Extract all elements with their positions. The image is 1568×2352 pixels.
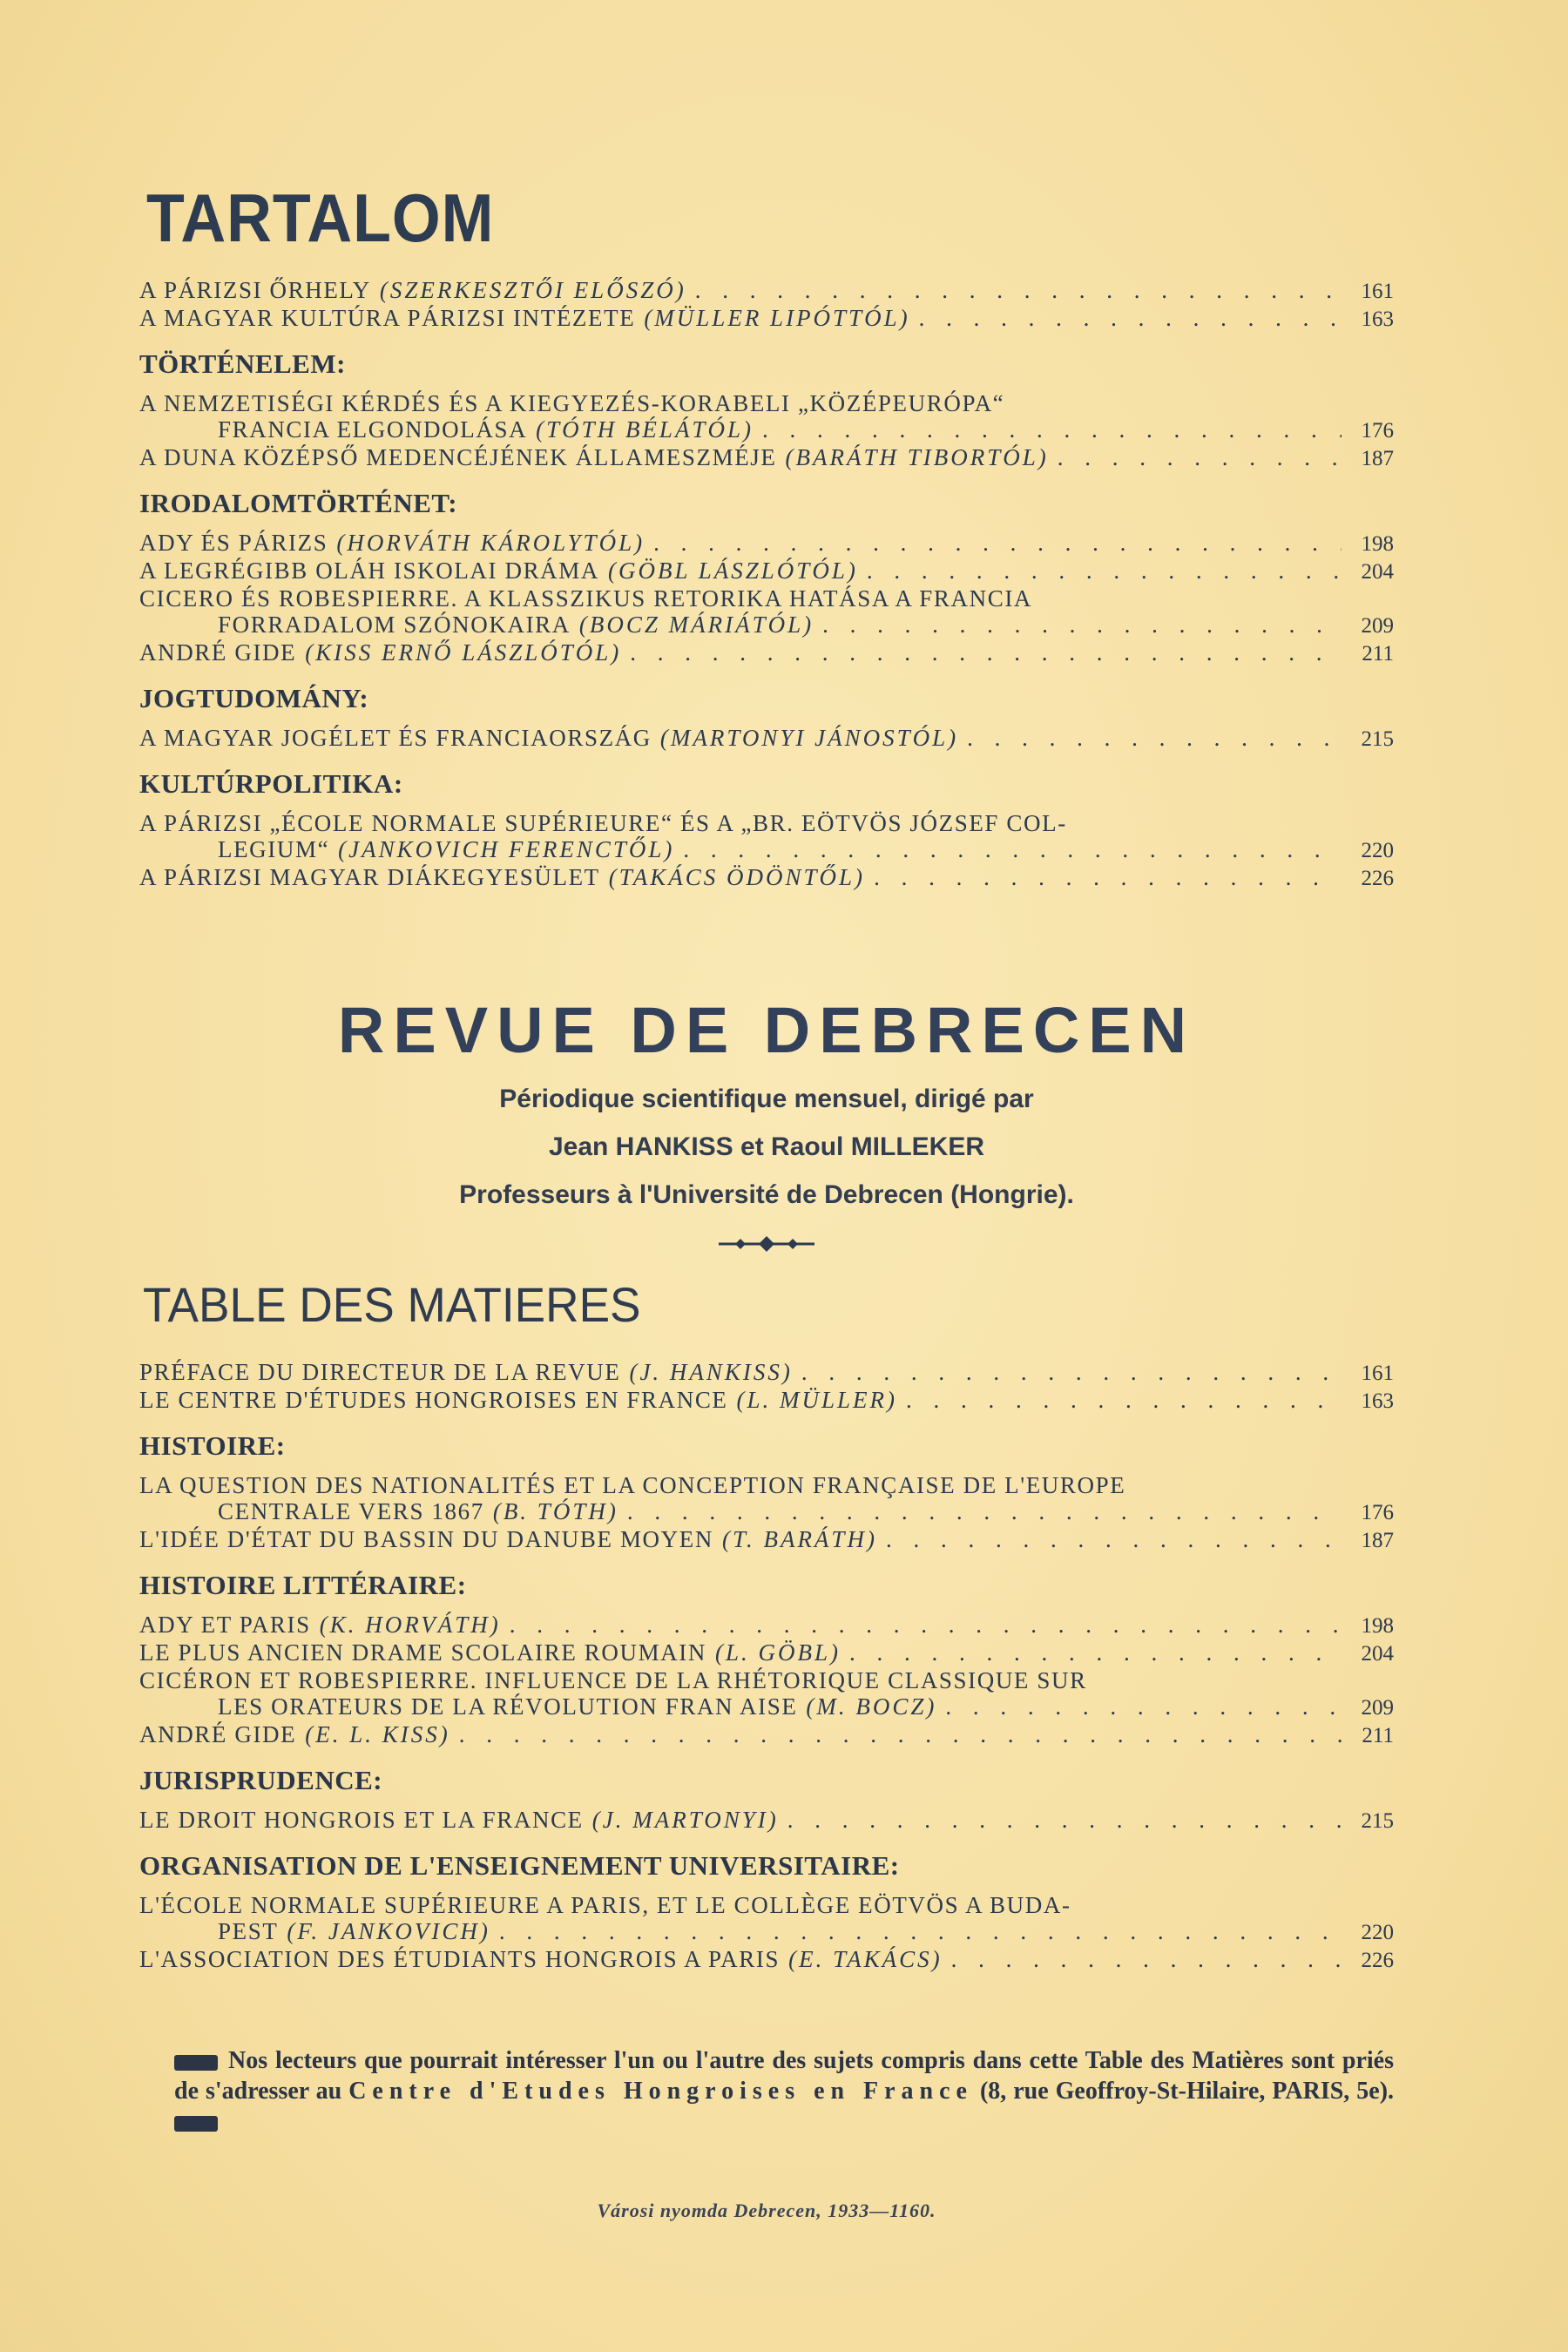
toc-entry — [139, 558, 1394, 585]
entry-title: PRÉFACE DU DIRECTEUR DE LA REVUE — [139, 1359, 621, 1385]
entry-author: (TAKÁCS ÖDÖNTŐL) — [608, 864, 866, 890]
entry-title: L'ASSOCIATION DES ÉTUDIANTS HONGROIS A PARIS — [139, 1946, 781, 1972]
leader-dots — [822, 612, 1342, 638]
entry-page-number: 161 — [1361, 280, 1394, 303]
toc-entry — [139, 1359, 1394, 1387]
ornament-divider — [714, 1235, 819, 1253]
section-heading: JOGTUDOMÁNY: — [139, 683, 369, 713]
toc-entry — [139, 1946, 1394, 1974]
entry-page-number: 176 — [1361, 1501, 1394, 1524]
toc-entry-continuation — [139, 612, 1394, 639]
toc-entry — [139, 725, 1394, 753]
toc-entry — [139, 585, 1394, 612]
toc-entry — [139, 390, 1394, 416]
leader-dots — [695, 277, 1342, 303]
section-heading: KULTÚRPOLITIKA: — [139, 768, 403, 799]
toc-title-french: TABLE DES MATIERES — [143, 1277, 641, 1332]
entry-author: (L. GÖBL) — [714, 1639, 841, 1666]
toc-entry — [139, 1639, 1394, 1667]
toc-entry — [139, 639, 1394, 667]
entry-title: CICERO ÉS ROBESPIERRE. A KLASSZIKUS RETORIKA HATÁSA A FRANCIA — [139, 585, 1033, 612]
entry-title: A PÁRIZSI MAGYAR DIÁKEGYESÜLET — [139, 864, 600, 890]
entry-page-number: 198 — [1361, 532, 1394, 556]
toc-entry-continuation — [139, 1693, 1394, 1721]
entry-title: A MAGYAR JOGÉLET ÉS FRANCIAORSZÁG — [139, 725, 652, 751]
entry-title: L'ÉCOLE NORMALE SUPÉRIEURE A PARIS, ET LE COLLÈGE EÖTVÖS A BUDA- — [139, 1892, 1071, 1918]
entry-title: LE CENTRE D'ÉTUDES HONGROISES EN FRANCE — [139, 1387, 728, 1413]
section-heading: TÖRTÉNELEM: — [139, 348, 346, 379]
entry-author: (GÖBL LÁSZLÓTÓL) — [608, 558, 858, 584]
entry-author: (E. L. KISS) — [305, 1721, 450, 1747]
entry-page-number: 209 — [1361, 1696, 1394, 1720]
entry-author: (F. JANKOVICH) — [287, 1918, 490, 1944]
leader-dots — [874, 864, 1342, 890]
entry-author: (L. MÜLLER) — [736, 1387, 898, 1413]
entry-title: L'IDÉE D'ÉTAT DU BASSIN DU DANUBE MOYEN — [139, 1526, 713, 1552]
entry-page-number: 163 — [1361, 308, 1394, 331]
toc-entry — [139, 1387, 1394, 1415]
toc-entry — [139, 277, 1394, 305]
entry-page-number: 215 — [1361, 1809, 1394, 1833]
toc-entry — [139, 1472, 1394, 1498]
entry-page-number: 209 — [1361, 614, 1394, 638]
section-heading: HISTOIRE: — [139, 1430, 286, 1461]
toc-entry — [139, 1807, 1394, 1835]
notice-centre: Centre d'Etudes Hongroises en France — [348, 2078, 973, 2105]
entry-author: (BOCZ MÁRIÁTÓL) — [578, 612, 814, 638]
reader-notice — [174, 2045, 1394, 2137]
journal-subtitle: Périodique scientifique mensuel, dirigé par — [499, 1085, 1034, 1113]
entry-title: LE DROIT HONGROIS ET LA FRANCE — [139, 1807, 584, 1833]
leader-dots — [787, 1807, 1342, 1833]
entry-title: CICÉRON ET ROBESPIERRE. INFLUENCE DE LA RHÉTORIQUE CLASSIQUE SUR — [139, 1667, 1087, 1693]
leader-dots — [945, 1693, 1342, 1720]
entry-title: A DUNA KÖZÉPSŐ MEDENCÉJÉNEK ÁLLAMESZMÉJE — [139, 444, 777, 470]
toc-entry — [139, 864, 1394, 892]
pointing-hand-icon — [174, 2116, 218, 2132]
notice-address: (8, rue Geoffroy-St-Hilaire, PARIS, 5e). — [979, 2078, 1395, 2105]
notice-text: Nos lecteurs que pourrait intéresser l'un ou l'autre des sujets compris dans cette Table des Matières sont priés de s'adresser au — [174, 2047, 1394, 2105]
leader-dots — [867, 558, 1342, 584]
entry-title: A LEGRÉGIBB OLÁH ISKOLAI DRÁMA — [139, 558, 599, 584]
entry-author: (J. MARTONYI) — [591, 1807, 779, 1833]
entry-page-number: 226 — [1361, 867, 1394, 890]
entry-author: (MARTONYI JÁNOSTÓL) — [659, 725, 959, 751]
leader-dots — [627, 1498, 1342, 1524]
entry-author: (M. BOCZ) — [806, 1693, 937, 1720]
section-heading: JURISPRUDENCE: — [139, 1765, 383, 1795]
entry-title-continuation: FRANCIA ELGONDOLÁSA — [218, 416, 528, 443]
entry-page-number: 163 — [1361, 1389, 1394, 1413]
toc-hungarian — [139, 277, 1394, 892]
journal-editors: Jean HANKISS et Raoul MILLEKER — [548, 1132, 985, 1161]
leader-dots — [919, 305, 1342, 331]
entry-title: ADY ÉS PÁRIZS — [139, 530, 328, 556]
section-heading: ORGANISATION DE L'ENSEIGNEMENT UNIVERSITAIRE: — [139, 1850, 900, 1881]
entry-author: (E. TAKÁCS) — [788, 1946, 943, 1972]
leader-dots — [653, 530, 1342, 556]
entry-author: (JANKOVICH FERENCTŐL) — [338, 836, 675, 862]
entry-author: (KISS ERNŐ LÁSZLÓTÓL) — [305, 639, 622, 666]
toc-title-hungarian: TARTALOM — [146, 179, 495, 256]
toc-french — [139, 1359, 1394, 1974]
journal-affiliation: Professeurs à l'Université de Debrecen (Hongrie). — [459, 1180, 1074, 1209]
toc-entry — [139, 530, 1394, 558]
leader-dots — [801, 1359, 1342, 1385]
entry-page-number: 176 — [1361, 419, 1394, 443]
toc-entry — [139, 1892, 1394, 1918]
leader-dots — [849, 1639, 1342, 1666]
leader-dots — [459, 1721, 1342, 1747]
entry-title-continuation: PEST — [218, 1918, 279, 1944]
pointing-hand-icon — [174, 2055, 218, 2071]
toc-entry — [139, 1526, 1394, 1554]
leader-dots — [499, 1918, 1342, 1944]
entry-title: ANDRÉ GIDE — [139, 639, 297, 666]
leader-dots — [510, 1612, 1342, 1638]
toc-entry — [139, 444, 1394, 472]
entry-title: A PÁRIZSI ŐRHELY — [139, 277, 371, 303]
entry-page-number: 226 — [1361, 1949, 1394, 1972]
entry-title-continuation: LEGIUM“ — [218, 836, 330, 862]
entry-author: (B. TÓTH) — [492, 1498, 618, 1524]
entry-author: (BARÁTH TIBORTÓL) — [785, 444, 1049, 470]
toc-entry-continuation — [139, 1918, 1394, 1946]
entry-author: (SZERKESZTŐI ELŐSZÓ) — [379, 277, 686, 303]
leader-dots — [967, 725, 1342, 751]
entry-page-number: 204 — [1361, 560, 1394, 584]
toc-entry-continuation — [139, 836, 1394, 864]
printer-imprint: Városi nyomda Debrecen, 1933—1160. — [597, 2200, 936, 2221]
entry-author: (T. BARÁTH) — [721, 1526, 877, 1552]
entry-author: (J. HANKISS) — [629, 1359, 793, 1385]
entry-title-continuation: CENTRALE VERS 1867 — [218, 1498, 484, 1524]
toc-entry — [139, 1667, 1394, 1693]
entry-author: (TÓTH BÉLÁTÓL) — [536, 416, 754, 443]
entry-page-number: 161 — [1361, 1362, 1394, 1385]
leader-dots — [762, 416, 1342, 443]
leader-dots — [951, 1946, 1342, 1972]
entry-author: (K. HORVÁTH) — [319, 1612, 501, 1638]
entry-title: LA QUESTION DES NATIONALITÉS ET LA CONCEPTION FRANÇAISE DE L'EUROPE — [139, 1472, 1126, 1498]
entry-page-number: 198 — [1361, 1614, 1394, 1638]
entry-title-continuation: FORRADALOM SZÓNOKAIRA — [218, 612, 571, 638]
leader-dots — [683, 836, 1342, 862]
toc-entry-continuation — [139, 416, 1394, 444]
entry-page-number: 215 — [1361, 727, 1394, 751]
toc-entry-continuation — [139, 1498, 1394, 1526]
leader-dots — [886, 1526, 1342, 1552]
toc-entry — [139, 1721, 1394, 1749]
section-heading: HISTOIRE LITTÉRAIRE: — [139, 1570, 467, 1600]
entry-page-number: 204 — [1361, 1642, 1394, 1666]
entry-author: (MÜLLER LIPÓTTÓL) — [644, 305, 910, 331]
entry-title: A MAGYAR KULTÚRA PÁRIZSI INTÉZETE — [139, 305, 636, 331]
toc-entry — [139, 305, 1394, 333]
entry-title: A PÁRIZSI „ÉCOLE NORMALE SUPÉRIEURE“ ÉS A „BR. EÖTVÖS JÓZSEF COL- — [139, 810, 1067, 836]
entry-title: ADY ET PARIS — [139, 1612, 311, 1638]
entry-page-number: 220 — [1361, 839, 1394, 862]
leader-dots — [1058, 444, 1342, 470]
entry-author: (HORVÁTH KÁROLYTÓL) — [336, 530, 645, 556]
section-heading: IRODALOMTÖRTÉNET: — [139, 488, 458, 518]
entry-title: LE PLUS ANCIEN DRAME SCOLAIRE ROUMAIN — [139, 1639, 706, 1666]
leader-dots — [630, 639, 1342, 666]
entry-page-number: 187 — [1361, 447, 1394, 470]
journal-title: REVUE DE DEBRECEN — [337, 994, 1196, 1066]
entry-title: A NEMZETISÉGI KÉRDÉS ÉS A KIEGYEZÉS-KORABELI „KÖZÉPEURÓPA“ — [139, 390, 1005, 416]
toc-entry — [139, 810, 1394, 836]
leader-dots — [906, 1387, 1342, 1413]
entry-page-number: 211 — [1362, 642, 1394, 666]
entry-page-number: 211 — [1362, 1724, 1394, 1747]
entry-page-number: 220 — [1361, 1921, 1394, 1944]
entry-title-continuation: LES ORATEURS DE LA RÉVOLUTION FRAN AISE — [218, 1693, 798, 1720]
toc-entry — [139, 1612, 1394, 1639]
entry-page-number: 187 — [1361, 1529, 1394, 1552]
entry-title: ANDRÉ GIDE — [139, 1721, 297, 1747]
